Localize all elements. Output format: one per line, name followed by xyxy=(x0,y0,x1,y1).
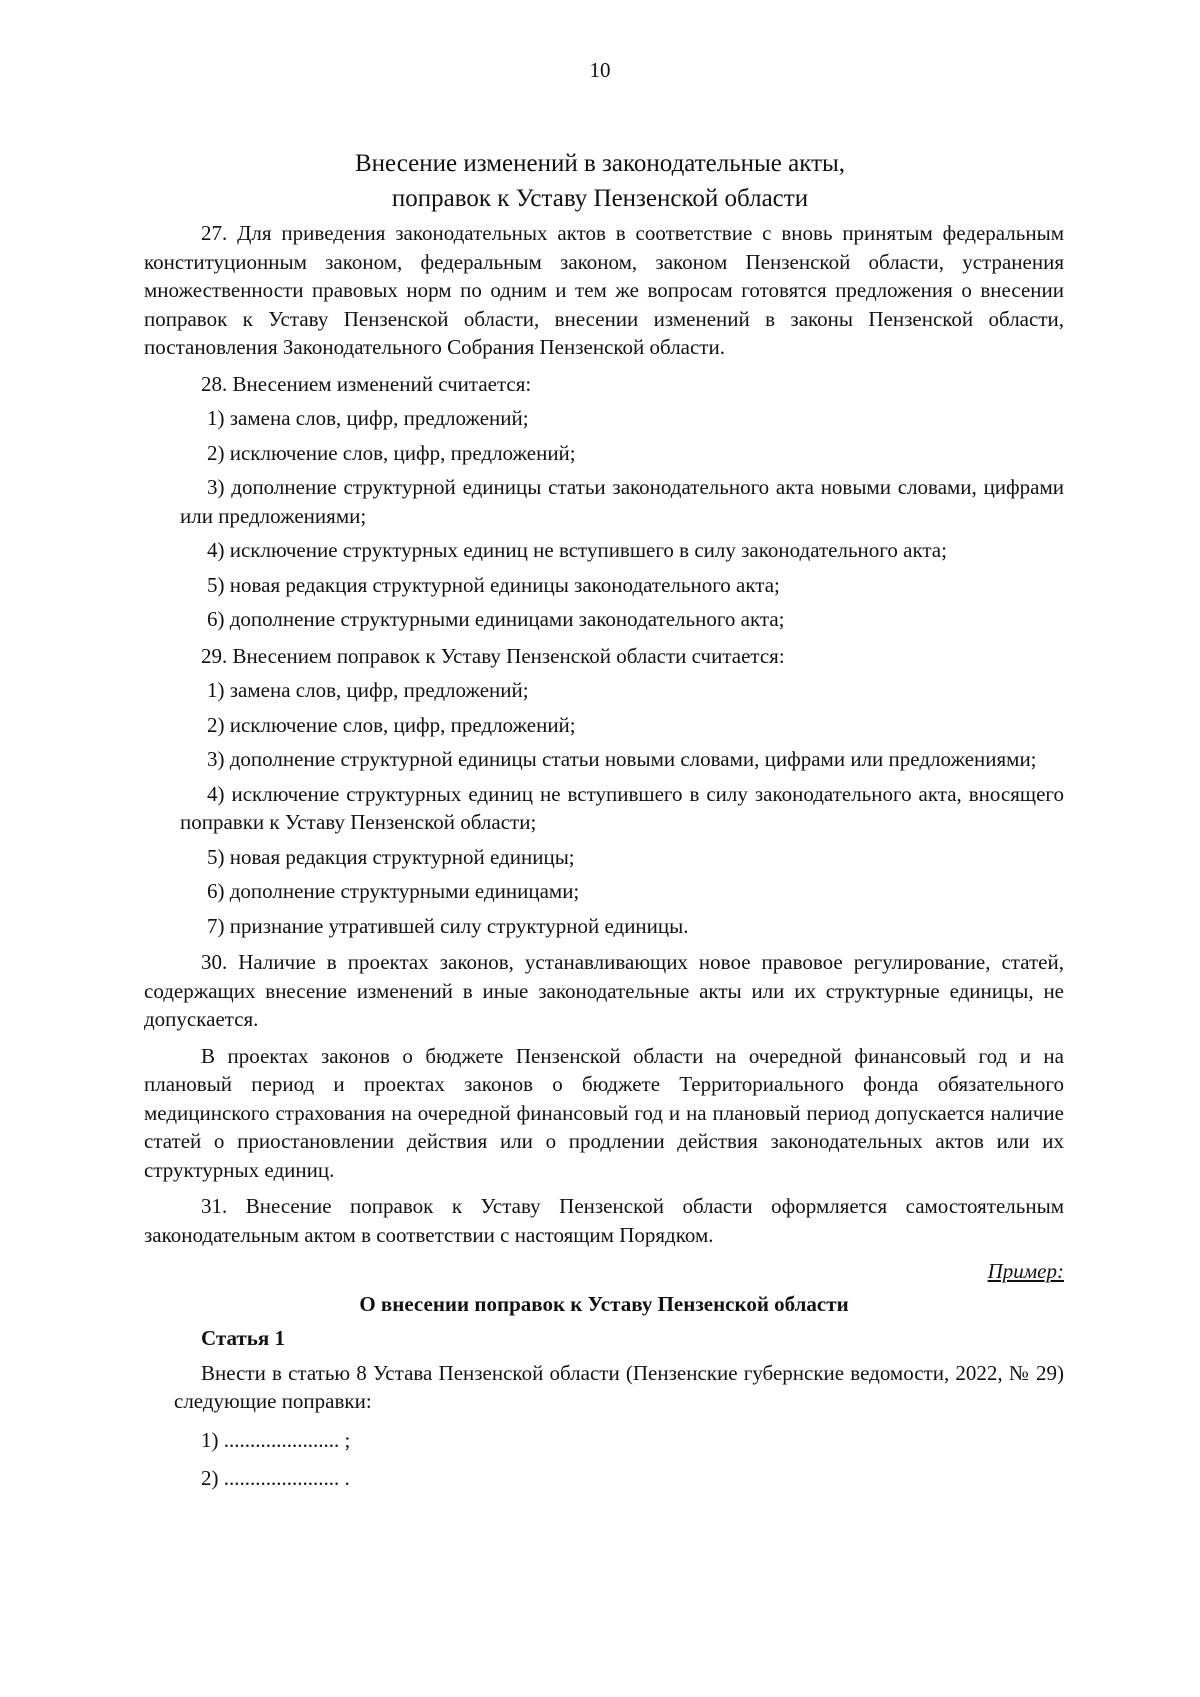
paragraph-30: 30. Наличие в проектах законов, устанавливающих новое правовое регулирование, статей, содержащих внесение изменений в иные законодательные акты или их структурные единицы, не допускается. xyxy=(144,950,1064,1031)
paragraph-28-item-3: 3) дополнение структурной единицы статьи законодательного акта новыми словами, цифрами или предложениями; xyxy=(180,475,1064,528)
paragraph-28-item-6: 6) дополнение структурными единицами законодательного акта; xyxy=(207,607,785,631)
paragraph-29-item-7: 7) признание утратившей силу структурной единицы. xyxy=(207,913,689,938)
example-article-body xyxy=(174,1359,1064,1416)
paragraph-30-continuation: В проектах законов о бюджете Пензенской области на очередной финансовый год и на плановый период и проектах законов о бюджете Территориального фонда обязательного медицинского страхования на очередной финансовый год и на плановый период допускается наличие статей о приостановлении действия или о продлении действия законодательных актов или их структурных единиц. xyxy=(144,1043,1064,1182)
document-body xyxy=(144,219,1064,1493)
example-item-2: 2) ...................... . xyxy=(201,1466,350,1490)
paragraph-29-item-4: 4) исключение структурных единиц не вступившего в силу законодательного акта, вносящего поправки к Уставу Пензенской области; xyxy=(180,781,1064,834)
example-title: О внесении поправок к Уставу Пензенской области xyxy=(359,1291,849,1316)
example-item-1: 1) ...................... ; xyxy=(201,1427,351,1452)
example-article-heading: Статья 1 xyxy=(201,1326,285,1350)
paragraph-28-lead: 28. Внесением изменений считается: xyxy=(201,371,532,396)
section-title xyxy=(0,146,1200,216)
example-article-text: Внести в статью 8 Устава Пензенской области (Пензенские губернские ведомости, 2022, № 29) следующие поправки: xyxy=(174,1360,1064,1413)
paragraph-27: 27. Для приведения законодательных актов в соответствие с вновь принятым федеральным конституционным законом, федеральным законом, законом Пензенской области, устранения множественности правовых норм по одним и тем же вопросам готовятся предложения о внесении поправок к Уставу Пензенской области, внесении изменений в законы Пензенской области, постановления Законодательного Собрания Пензенской области. xyxy=(144,221,1064,359)
paragraph-28-item-5: 5) новая редакция структурной единицы законодательного акта; xyxy=(207,572,780,597)
section-title-line-1: Внесение изменений в законодательные акты, xyxy=(354,150,846,177)
paragraph-28-item-1: 1) замена слов, цифр, предложений; xyxy=(207,406,529,430)
paragraph-28-item-4: 4) исключение структурных единиц не вступившего в силу законодательного акта; xyxy=(207,538,947,562)
paragraph-28-item-2: 2) исключение слов, цифр, предложений; xyxy=(207,440,576,465)
paragraph-29-item-5: 5) новая редакция структурной единицы; xyxy=(207,844,575,869)
paragraph-31: 31. Внесение поправок к Уставу Пензенской области оформляется самостоятельным законодательным актом в соответствии с настоящим Порядком. xyxy=(144,1194,1064,1247)
example-label: Пример: xyxy=(987,1259,1064,1283)
paragraph-29-item-6: 6) дополнение структурными единицами; xyxy=(207,879,580,903)
page-number: 10 xyxy=(589,58,611,82)
paragraph-29-lead: 29. Внесением поправок к Уставу Пензенской области считается: xyxy=(201,643,785,668)
paragraph-29-item-1: 1) замена слов, цифр, предложений; xyxy=(207,678,529,702)
paragraph-29-item-2: 2) исключение слов, цифр, предложений; xyxy=(207,712,576,737)
section-title-line-2: поправок к Уставу Пензенской области xyxy=(391,185,809,212)
paragraph-29-item-3: 3) дополнение структурной единицы статьи новыми словами, цифрами или предложениями; xyxy=(207,747,1037,771)
